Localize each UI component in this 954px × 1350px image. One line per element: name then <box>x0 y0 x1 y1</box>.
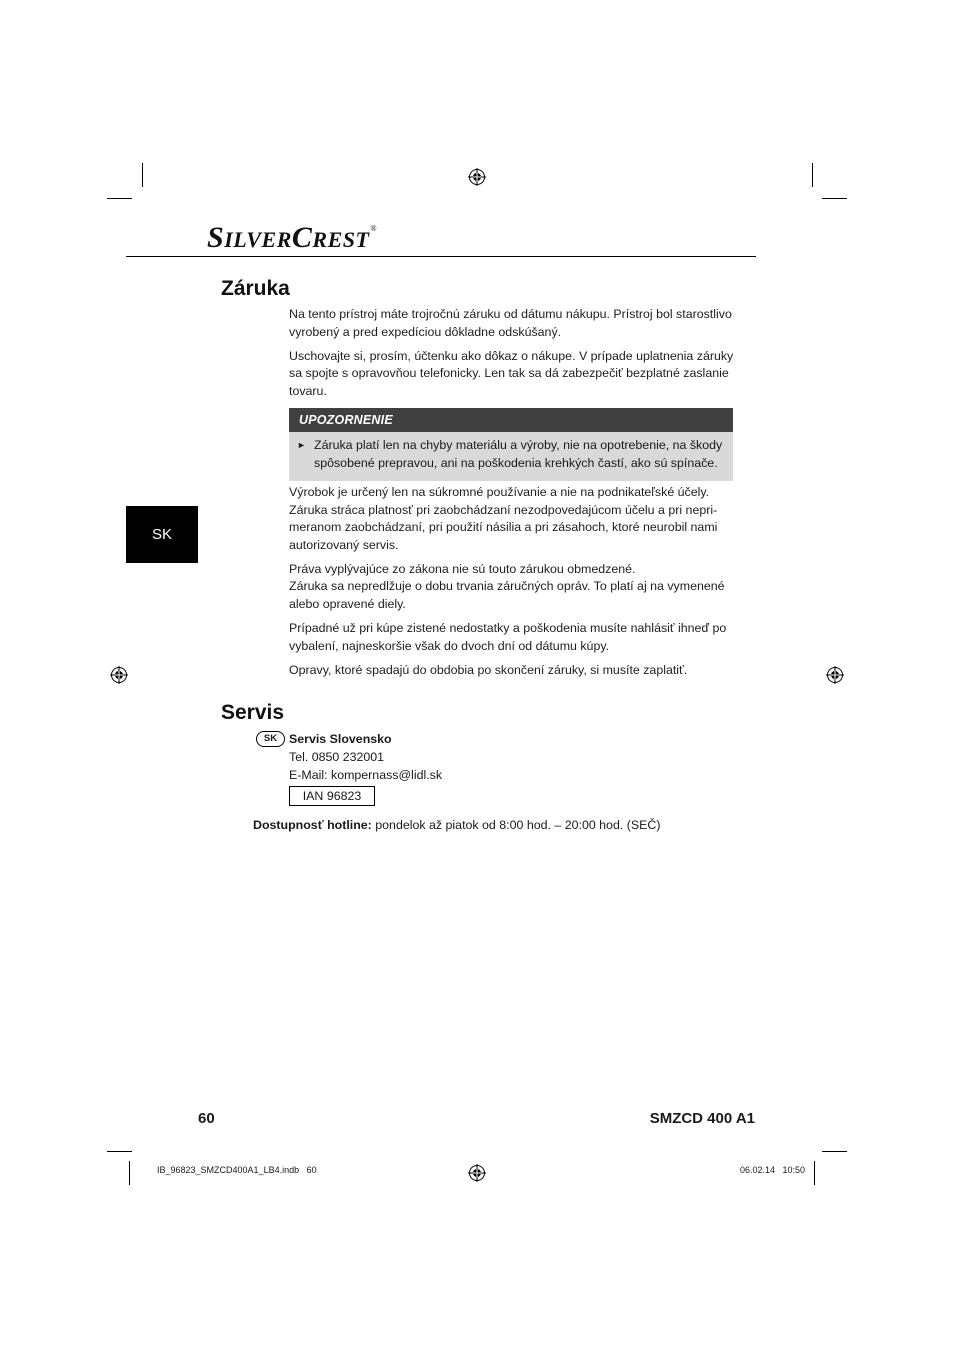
silvercrest-logo: SILVERCREST® <box>207 221 378 254</box>
file-info: IB_96823_SMZCD400A1_LB4.indb 60 <box>157 1165 317 1175</box>
crop-mark <box>822 198 847 199</box>
page-number: 60 <box>198 1110 215 1127</box>
crop-mark <box>129 1161 130 1185</box>
crop-mark <box>107 1151 132 1152</box>
warranty-details <box>289 484 735 686</box>
registration-mark-icon <box>110 666 128 684</box>
paragraph: Opravy, ktoré spadajú do obdobia po skončení záruky, si musíte zaplatiť. <box>289 662 688 677</box>
registration-mark-icon <box>468 1164 486 1182</box>
service-contact <box>289 730 442 784</box>
hotline-text: pondelok až piatok od 8:00 hod. – 20:00 hod. (SEČ) <box>375 818 661 832</box>
crop-mark <box>812 163 813 187</box>
warranty-heading: Záruka <box>221 277 290 300</box>
paragraph: Prípadné už pri kúpe zistené nedostatky a poškodenia musíte nahlásiť ihneď po vybalení, najneskoršie však do dvoch dní od dátumu kúpy. <box>289 621 727 653</box>
notice-title: UPOZORNENIE <box>289 408 733 432</box>
header-rule <box>126 256 756 257</box>
print-date: 06.02.14 10:50 <box>739 1165 805 1175</box>
crop-mark <box>822 1151 847 1152</box>
model-number: SMZCD 400 A1 <box>649 1110 755 1127</box>
arrow-right-icon: ► <box>297 440 306 450</box>
notice-box <box>289 408 733 481</box>
service-name: Servis Slovensko <box>289 732 392 746</box>
language-tab: SK <box>126 506 198 563</box>
country-badge: SK <box>256 731 285 747</box>
registration-mark-icon <box>468 168 486 186</box>
paragraph: Uschovajte si, prosím, účtenku ako dôkaz o nákupe. V prípade uplatnenia záruky sa spojte s opravovňou telefonicky. Len tak sa dá zabezpečiť bezplatné zaslanie tovaru. <box>289 348 734 398</box>
hotline-info <box>253 816 660 834</box>
service-heading: Servis <box>221 701 285 724</box>
service-email: E-Mail: kompernass@lidl.sk <box>289 768 443 782</box>
service-phone: Tel. 0850 232001 <box>289 750 385 764</box>
hotline-label: Dostupnosť hotline: <box>253 818 372 832</box>
registration-mark-icon <box>826 666 844 684</box>
crop-mark <box>107 198 132 199</box>
warranty-intro <box>289 306 735 407</box>
crop-mark <box>814 1161 815 1185</box>
ian-box: IAN 96823 <box>289 786 375 806</box>
crop-mark <box>142 163 143 187</box>
paragraph: Výrobok je určený len na súkromné používanie a nie na podnikateľské účely. Záruka stráca platnosť pri zaobchádzaní nezodpovedajúcom účelu a pri nepri-meranom zaobchádzaní, pri použití násilia a pri zásahoch, ktoré neurobil nami autorizovaný servis. <box>289 485 718 552</box>
notice-text: Záruka platí len na chyby materiálu a výroby, nie na opotrebenie, na škody spôsobené prepravou, ani na poškodenia krehkých častí, ako sú spínače. <box>314 438 723 470</box>
paragraph: Práva vyplývajúce zo zákona nie sú touto zárukou obmedzené. <box>289 561 636 576</box>
notice-body <box>289 432 733 481</box>
paragraph: Záruka sa nepredlžuje o dobu trvania záručných opráv. To platí aj na vymenené alebo opravené diely. <box>289 579 725 612</box>
paragraph: Na tento prístroj máte trojročnú záruku od dátumu nákupu. Prístroj bol starostlivo vyrobený a pred expedíciou dôkladne odskúšaný. <box>289 307 732 339</box>
